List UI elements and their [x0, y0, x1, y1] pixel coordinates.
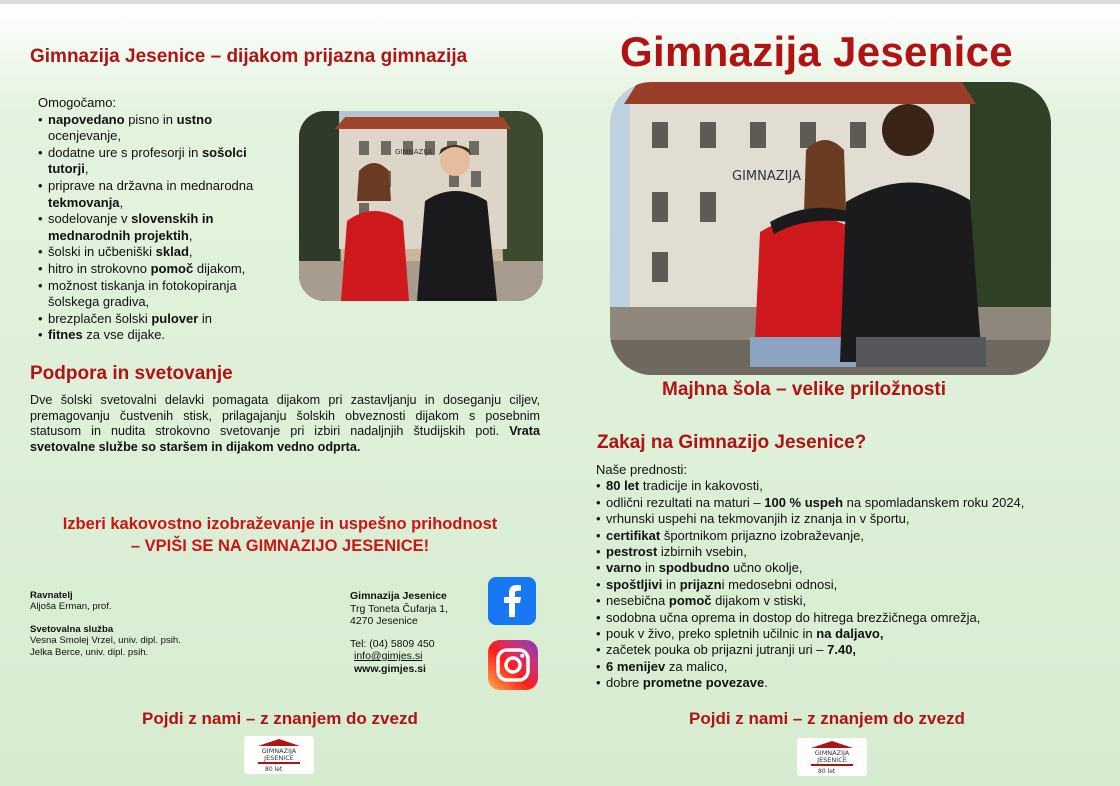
offer-item — [38, 211, 288, 244]
advantage-item-text: prijazn — [679, 576, 722, 592]
offer-item — [38, 178, 288, 211]
advantage-item-text: in — [641, 560, 659, 576]
offer-item-text: sodelovanje v — [48, 211, 132, 227]
cta-line-2: – VPIŠI SE NA GIMNAZIJO JESENICE! — [130, 537, 430, 555]
offer-item-text: za vse dijake. — [82, 327, 166, 343]
offer-item-text: , — [84, 161, 89, 177]
offer-item-text: , — [119, 194, 124, 210]
school-phone: Tel: (04) 5809 450 — [350, 637, 435, 650]
motto: Majhna šola – velike priložnosti — [662, 379, 947, 400]
advantage-item — [596, 593, 1096, 609]
advantage-item-text: spodbudno — [658, 560, 730, 576]
svg-text:GIMNAZIJA: GIMNAZIJA — [814, 749, 850, 757]
advantage-item-text: pouk v živo, preko spletnih učilnic in — [606, 626, 817, 642]
offer-item-text: šolski in učbeniški — [48, 244, 156, 260]
school-contacts — [350, 590, 448, 675]
advantage-item — [596, 528, 1096, 544]
advantage-item — [596, 659, 1096, 675]
svg-text:GIMNAZIJA: GIMNAZIJA — [261, 747, 297, 755]
school-city: 4270 Jesenice — [350, 615, 418, 627]
offer-item-text: , — [188, 227, 193, 243]
advantage-item-text: 6 menijev — [606, 658, 666, 674]
advantage-item-text: odlični rezultati na maturi – — [606, 494, 765, 510]
offer-list — [38, 112, 288, 344]
advantage-item-text: na spomladanskem roku 2024, — [843, 494, 1025, 510]
offer-item — [38, 112, 288, 145]
offer-item-text: brezplačen šolski — [48, 310, 152, 326]
facebook-icon[interactable] — [488, 577, 536, 625]
advantage-item-text: dobre — [606, 675, 643, 691]
offer-item-text: ustno — [176, 111, 213, 127]
svg-text:GIMNAZIJA: GIMNAZIJA — [395, 148, 433, 156]
advantage-item-text: pomoč — [668, 593, 712, 609]
svg-text:80 let: 80 let — [818, 768, 836, 775]
why-heading: Zakaj na Gimnazijo Jesenice? — [597, 432, 867, 453]
support-text — [30, 393, 540, 455]
support-heading: Podpora in svetovanje — [30, 363, 233, 384]
top-border — [0, 0, 1120, 4]
advantage-item-text: prometne povezave — [642, 675, 765, 691]
offer-item-text: in — [198, 310, 213, 326]
offer-item-text: dodatne ure s profesorji in — [48, 144, 202, 160]
cta-line-1: Izberi kakovostno izobraževanje in uspešno prihodnost — [62, 515, 498, 533]
advantage-item — [596, 544, 1096, 560]
svg-text:JESENICE: JESENICE — [817, 756, 847, 764]
advantage-item — [596, 610, 1096, 626]
advantage-item-text: izbirnih vsebin, — [657, 544, 747, 560]
offer-item — [38, 327, 288, 344]
offer-item — [38, 278, 288, 311]
counsel-name-1: Vesna Smolej Vrzel, univ. dipl. psih. — [30, 635, 181, 647]
advantage-item-text: za malico, — [665, 658, 728, 674]
advantage-item-text: 100 % uspeh — [764, 494, 844, 510]
advantage-item-text: tradicije in kakovosti, — [639, 478, 763, 494]
main-photo — [610, 82, 1051, 375]
offer-item — [38, 145, 288, 178]
advantage-item-text: učno okolje, — [729, 560, 803, 576]
offer-item-text: napovedano — [48, 111, 125, 127]
offer-item-text: fitnes — [48, 327, 83, 343]
offer-item-text: priprave na državna in mednarodna — [48, 177, 254, 193]
principal-name: Aljoša Erman, prof. — [30, 601, 112, 613]
offer-item-text: tekmovanja — [48, 194, 120, 210]
offer-item-text: sošolci tutorji — [48, 144, 247, 177]
counsel-label: Svetovalna služba — [30, 623, 114, 635]
advantage-item-text: 7.40, — [827, 642, 857, 658]
school-email[interactable]: info@gimjes.si — [354, 650, 423, 662]
advantage-item-text: 80 let — [606, 478, 640, 494]
school-logo — [244, 736, 314, 774]
slogan-left: Pojdi z nami – z znanjem do zvezd — [142, 709, 418, 728]
advantage-item-text: spoštljivi — [606, 576, 663, 592]
staff-contacts — [30, 590, 181, 658]
offer-item — [38, 244, 288, 261]
left-title: Gimnazija Jesenice – dijakom prijazna gimnazija — [30, 46, 468, 67]
support-body: Dve šolski svetovalni delavki pomagata dijakom pri zastavljanju in doseganju ciljev, premagovanju čustvenih stisk, prilagajanju šolskih obveznosti dijakom s posebnim statusom in nudita strokovno svetovanje pri izbiri nadaljnjih študijskih poti. — [30, 393, 540, 439]
advantages-intro: Naše prednosti: — [596, 462, 688, 477]
advantage-item — [596, 675, 1096, 691]
advantage-item-text: pestrost — [606, 544, 658, 560]
offer-item-text: dijakom, — [193, 260, 246, 276]
advantages-list — [596, 478, 1096, 691]
offer-item-text: možnost tiskanja in fotokopiranja šolskega gradiva, — [48, 277, 237, 310]
advantage-item-text: i medosebni odnosi, — [721, 576, 838, 592]
school-street: Trg Toneta Čufarja 1, — [350, 602, 449, 615]
advantage-item-text: vrhunski uspehi na tekmovanjih iz znanja in v športu, — [606, 511, 910, 527]
advantage-item — [596, 495, 1096, 511]
advantage-item — [596, 560, 1096, 576]
slogan-right: Pojdi z nami – z znanjem do zvezd — [689, 709, 965, 728]
svg-text:GIMNAZIJA: GIMNAZIJA — [732, 169, 801, 184]
offer-item-text: pulover — [151, 310, 199, 326]
offer-item-text: slovenskih in mednarodnih projektih — [48, 211, 214, 243]
offer-item — [38, 261, 288, 278]
advantage-item-text: nesebična — [606, 593, 669, 609]
school-name: Gimnazija Jesenice — [350, 590, 447, 602]
instagram-icon[interactable] — [488, 640, 538, 690]
svg-text:80 let: 80 let — [265, 766, 283, 773]
offer-item — [38, 311, 288, 328]
advantage-item-text: športnikom prijazno izobraževanje, — [660, 527, 864, 543]
advantage-item-text: sodobna učna oprema in dostop do hitrega brezžičnega omrežja, — [606, 609, 981, 625]
svg-text:JESENICE: JESENICE — [264, 754, 294, 762]
advantage-item-text: na daljavo, — [816, 626, 884, 642]
main-title: Gimnazija Jesenice — [620, 28, 1013, 75]
advantage-item-text: in — [662, 576, 680, 592]
offer-item-text: pisno in — [124, 111, 177, 127]
counsel-name-2: Jelka Berce, univ. dipl. psih. — [30, 646, 149, 658]
advantages-section — [596, 462, 1096, 692]
advantage-item — [596, 626, 1096, 642]
school-web[interactable]: www.gimjes.si — [354, 662, 426, 675]
advantage-item-text: varno — [606, 560, 642, 576]
offer-item-text: pomoč — [150, 260, 194, 276]
advantage-item-text: . — [764, 675, 768, 691]
principal-label: Ravnatelj — [30, 590, 73, 601]
enroll-cta — [30, 513, 530, 557]
advantage-item — [596, 511, 1096, 527]
offer-item-text: , — [188, 244, 193, 260]
offer-item-text: hitro in strokovno — [48, 260, 151, 276]
advantage-item — [596, 478, 1096, 494]
offer-item-text: sklad — [155, 244, 189, 260]
advantage-item-text: dijakom v stiski, — [711, 593, 807, 609]
advantage-item-text: certifikat — [606, 527, 661, 543]
offer-item-text: ocenjevanje, — [48, 128, 121, 144]
offer-intro: Omogočamo: — [38, 95, 117, 110]
advantage-item — [596, 577, 1096, 593]
school-logo-right — [797, 738, 867, 776]
offer-section — [38, 95, 288, 344]
students-photo — [299, 111, 543, 301]
support-bold: Vrata svetovalne službe so staršem in dijakom vedno odprta. — [30, 424, 540, 454]
advantage-item-text: začetek pouka ob prijazni jutranji uri – — [606, 642, 828, 658]
advantage-item — [596, 642, 1096, 658]
